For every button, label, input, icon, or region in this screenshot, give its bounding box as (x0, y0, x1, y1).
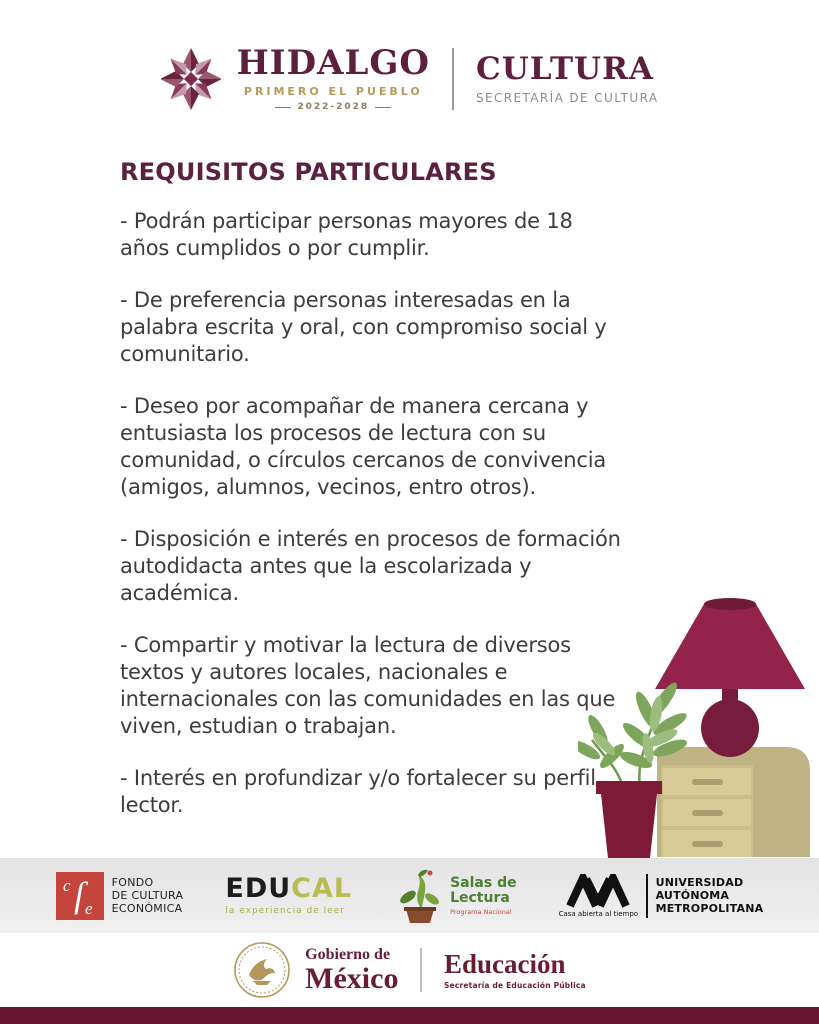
educal-tagline: la experiencia de leer (225, 906, 345, 916)
requirement-item: - De preferencia personas interesadas en la palabra escrita y oral, con compromiso social y comunitario. (120, 288, 607, 366)
requirement-item: - Podrán participar personas mayores de 18 años cumplidos o por cumplir. (120, 209, 573, 260)
sprout-pot-icon (394, 867, 444, 925)
nightstand (657, 747, 810, 857)
uam-double-m-icon (566, 874, 630, 908)
hidalgo-title: HIDALGO (236, 43, 431, 83)
educacion-subtitle: Secretaría de Educación Pública (443, 980, 586, 990)
government-strip (0, 933, 819, 1007)
educal-word-black: EDU (225, 873, 292, 904)
gobierno-line1: Gobierno de (305, 945, 391, 963)
uam-divider (646, 874, 648, 918)
svg-text:e: e (84, 898, 93, 918)
partner-logo-strip (0, 858, 819, 933)
lamp (655, 598, 805, 757)
uam-line: AUTÓNOMA (655, 889, 730, 902)
gobierno-line2: México (305, 961, 399, 995)
fce-line: FONDO (111, 876, 154, 889)
salas-wordmark (450, 876, 517, 916)
header-logos (0, 43, 819, 112)
educal-word-olive: CAL (291, 873, 353, 904)
hidalgo-years: 2022-2028 (297, 102, 370, 112)
hidalgo-subtitle: PRIMERO EL PUEBLO (243, 85, 423, 98)
right-dash (375, 107, 391, 108)
cultura-logo-block (476, 50, 659, 105)
gobierno-de-mexico-wordmark (305, 947, 398, 994)
uam-line: METROPOLITANA (655, 902, 764, 915)
educal-wordmark (225, 875, 352, 902)
fce-logo (56, 872, 184, 920)
requirement-item: - Compartir y motivar la lectura de diversos textos y autores locales, nacionales e internacionales con las comunidades en las que viven, estudian o trabajan. (120, 633, 616, 738)
salas-de-lectura-logo (394, 867, 517, 925)
page-title: REQUISITOS PARTICULARES (120, 158, 497, 186)
svg-text:ſ: ſ (73, 874, 84, 915)
government-divider (420, 948, 422, 992)
educal-logo (225, 875, 352, 916)
svg-text:c: c (62, 875, 71, 895)
fce-line: ECONÓMICA (111, 902, 183, 915)
header-divider (452, 48, 454, 110)
hidalgo-years-row (275, 102, 391, 112)
uam-motto: Casa abierta al tiempo (558, 909, 639, 918)
bottom-accent-bar (0, 1007, 819, 1024)
requirement-item: - Deseo por acompañar de manera cercana y entusiasta los procesos de lectura con su comunidad, o círculos cercanos de convivencia (amigos, alumnos, vecinos, entro otros). (120, 394, 607, 499)
uam-line: UNIVERSIDAD (655, 876, 744, 889)
requirement-item: - Disposición e interés en procesos de formación autodidacta antes que la escolarizada y académica. (120, 527, 621, 605)
educacion-wordmark (443, 948, 586, 990)
mexico-eagle-seal-icon (233, 941, 291, 999)
educacion-title: Educación (443, 948, 566, 979)
salas-line: Salas de (450, 874, 517, 891)
fce-monogram-icon (56, 872, 104, 920)
cultura-subtitle: SECRETARÍA DE CULTURA (476, 90, 659, 105)
requirement-item: - Interés en profundizar y/o fortalecer su perfil lector. (120, 766, 596, 817)
uam-wordmark (656, 876, 764, 915)
cultura-title: CULTURA (476, 50, 654, 87)
fce-line: DE CULTURA (111, 889, 184, 902)
salas-subtitle: Programa Nacional (450, 907, 512, 916)
left-dash (275, 107, 291, 108)
requirements-section (120, 158, 627, 844)
fce-wordmark (112, 876, 184, 915)
hidalgo-logo-block (236, 43, 431, 112)
hidalgo-star-icon (161, 46, 221, 112)
uam-mark-block (559, 874, 638, 918)
salas-line: Lectura (450, 889, 510, 906)
uam-logo (559, 874, 764, 918)
